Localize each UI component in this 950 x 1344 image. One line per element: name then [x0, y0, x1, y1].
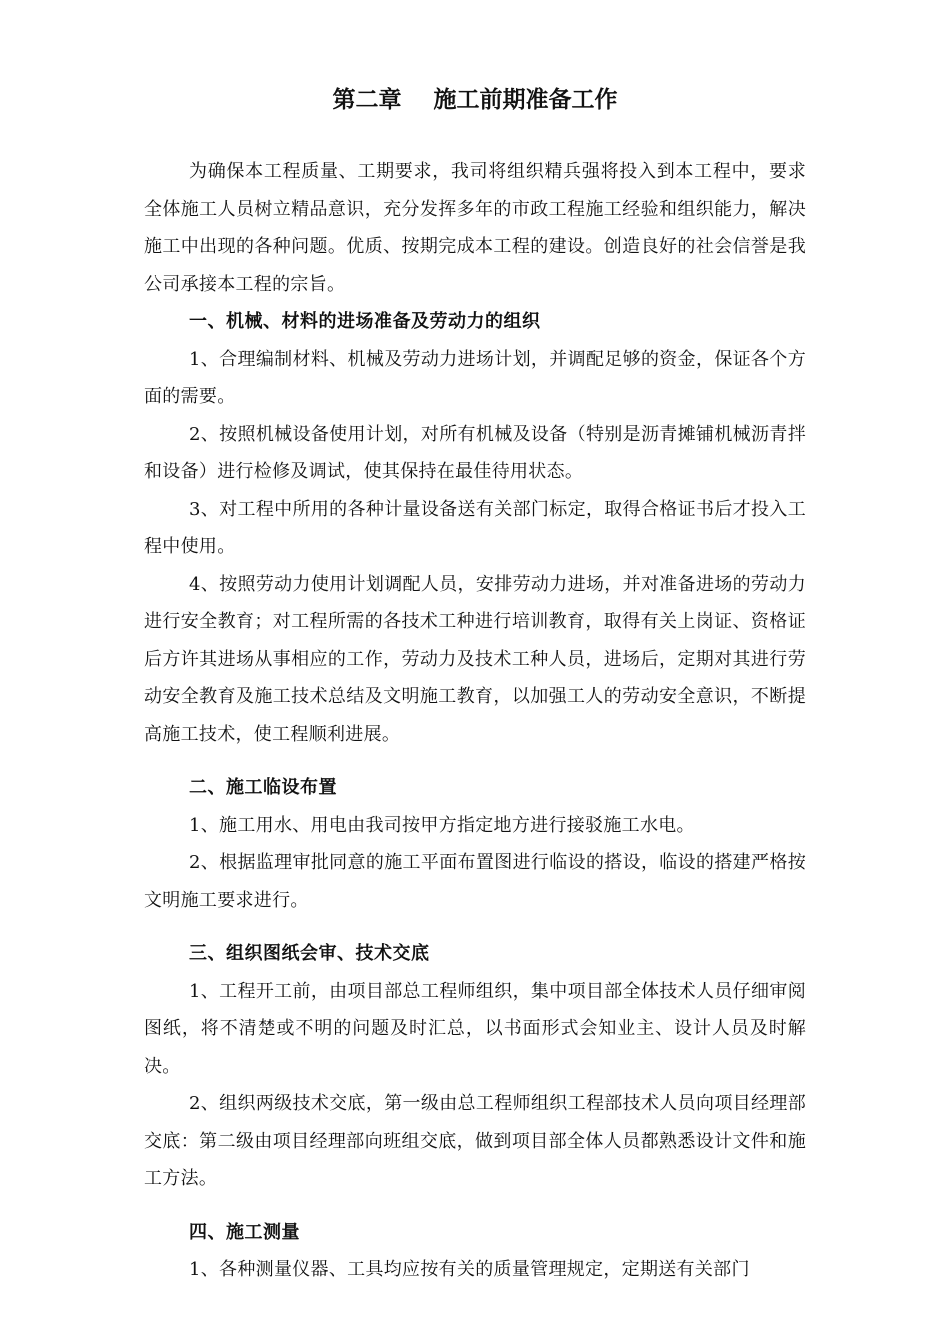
section-heading: 四、施工测量: [189, 1221, 300, 1243]
section-paragraph: 2、根据监理审批同意的施工平面布置图进行临设的搭设，临设的搭建严格按文明施工要求进行。: [144, 852, 806, 911]
section-paragraph: 2、组织两级技术交底，第一级由总工程师组织工程部技术人员向项目经理部交底：第二级由项目经理部向班组交底，做到项目部全体人员都熟悉设计文件和施工方法。: [144, 1093, 806, 1189]
section-2: [144, 769, 806, 919]
section-4: [144, 1214, 806, 1289]
section-paragraph: 1、施工用水、用电由我司按甲方指定地方进行接驳施工水电。: [189, 814, 695, 836]
chapter-title: 第二章 施工前期准备工作: [332, 87, 618, 113]
section-paragraph: 2、按照机械设备使用计划，对所有机械及设备（特别是沥青摊铺机械沥青拌和设备）进行检修及调试，使其保持在最佳待用状态。: [144, 423, 806, 482]
document-body: [144, 153, 806, 1289]
section-spacer: [144, 919, 806, 935]
section-3: [144, 935, 806, 1198]
section-heading: 三、组织图纸会审、技术交底: [189, 943, 430, 964]
section-heading: 二、施工临设布置: [189, 777, 337, 798]
section-paragraph: 4、按照劳动力使用计划调配人员，安排劳动力进场，并对准备进场的劳动力进行安全教育；对工程所需的各技术工种进行培训教育，取得有关上岗证、资格证后方许其进场从事相应的工作，劳动力及技术工种人员，进场后，定期对其进行劳动安全教育及施工技术总结及文明施工教育，以加强工人的劳动安全意识，不断提高施工技术，使工程顺利进展。: [144, 573, 806, 745]
section-heading: 一、机械、材料的进场准备及劳动力的组织: [189, 311, 541, 332]
section-paragraph: 1、工程开工前，由项目部总工程师组织，集中项目部全体技术人员仔细审阅图纸，将不清楚或不明的问题及时汇总，以书面形式会知业主、设计人员及时解决。: [144, 980, 806, 1077]
section-spacer: [144, 1198, 806, 1214]
section-paragraph: 1、合理编制材料、机械及劳动力进场计划，并调配足够的资金，保证各个方面的需要。: [144, 348, 806, 407]
intro-paragraph: 为确保本工程质量、工期要求，我司将组织精兵强将投入到本工程中，要求全体施工人员树立精品意识，充分发挥多年的市政工程施工经验和组织能力，解决施工中出现的各种问题。优质、按期完成本工程的建设。创造良好的社会信誉是我公司承接本工程的宗旨。: [144, 161, 806, 295]
section-1: [144, 303, 806, 753]
section-paragraph: 3、对工程中所用的各种计量设备送有关部门标定，取得合格证书后才投入工程中使用。: [144, 498, 806, 557]
section-spacer: [144, 753, 806, 769]
section-paragraph: 1、各种测量仪器、工具均应按有关的质量管理规定，定期送有关部门: [189, 1259, 750, 1280]
